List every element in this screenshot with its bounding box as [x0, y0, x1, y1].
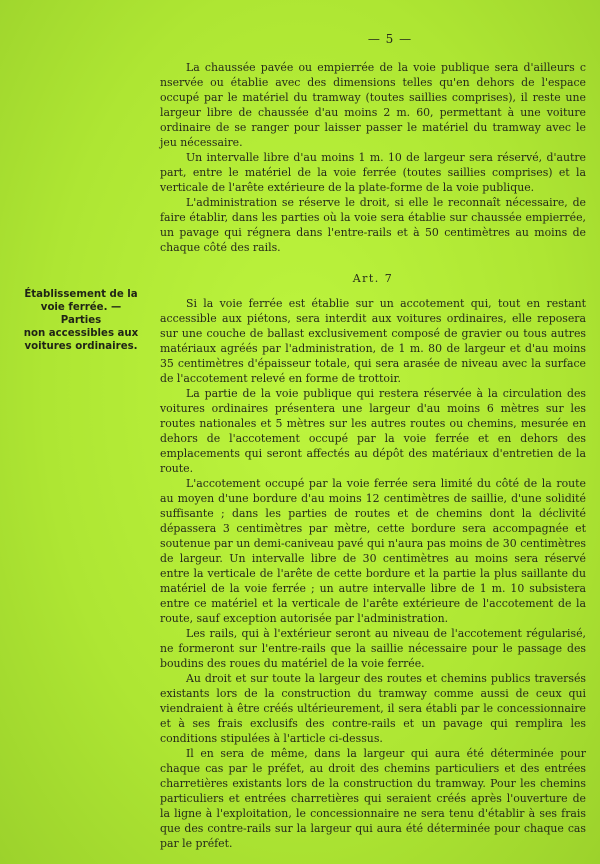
margin-note — [20, 288, 142, 353]
paragraph: Un intervalle libre d'au moins 1 m. 10 de largeur sera réservé, d'autre part, entre le matériel de la voie ferrée (toutes saillies comprises) et la verticale de l'arête extérieure de la plate-forme de la voie publique. — [160, 151, 586, 194]
paragraph: L'accotement occupé par la voie ferrée sera limité du côté de la route au moyen d'une bordure d'au moins 12 centimètres de saillie, d'une solidité suffisante ; dans les parties de routes et de chemins dont la déclivité dépassera 3 centimètres par mètre, cette bordure sera accompagnée et soutenue par un demi-caniveau pavé qui n'aura pas moins de 30 centimètres de largeur. Un intervalle libre de 30 centimètres au moins sera réservé entre la verticale de l'arête de cette bordure et la partie la plus saillante du matériel de la voie ferrée ; un autre intervalle libre de 1 m. 10 subsistera entre ce matériel et la verticale de l'arête extérieure de l'accotement de la route, sauf exception autorisée par l'administration. — [160, 477, 586, 625]
paragraph: Il en sera de même, dans la largeur qui aura été déterminée pour chaque cas par le préfet, au droit des chemins particuliers et des entrées charretières existants lors de la construction du tramway. Pour les chemins particuliers et entrées charretières qui seraient créés après l'ouverture de la ligne à l'exploitation, le concessionnaire ne sera tenu d'établir à ses frais que des contre-rails sur la largeur qui aura été déterminée pour chaque cas par le préfet. — [160, 747, 586, 850]
margin-note-line: non accessibles aux — [23, 328, 139, 339]
paragraph: L'administration se réserve le droit, si elle le reconnaît nécessaire, de faire établir, dans les parties où la voie sera établie sur chaussée empierrée, un pavage qui régnera dans l'entre-rails et à 50 centimètres au moins de chaque côté des rails. — [160, 196, 586, 254]
body-text — [160, 60, 586, 851]
paragraph: Les rails, qui à l'extérieur seront au niveau de l'accotement régularisé, ne formeront sur l'entre-rails que la saillie nécessaire pour le passage des boudins des roues du matériel de la voie ferrée. — [160, 627, 586, 670]
paragraph: Si la voie ferrée est établie sur un accotement qui, tout en restant accessible aux piétons, sera interdit aux voitures ordinaires, elle reposera sur une couche de ballast exclusivement composé de gravier ou tous autres matériaux agréés par l'administration, de 1 m. 80 de largeur et d'au moins 35 centimètres d'épaisseur totale, qui sera arasée de niveau avec la surface de l'accotement relevé en forme de trottoir. — [160, 297, 586, 385]
margin-note-line: voie ferrée. — Parties — [40, 302, 122, 326]
paragraph: La partie de la voie publique qui restera réservée à la circulation des voitures ordinaires présentera une largeur d'au moins 6 mètres sur les routes nationales et 5 mètres sur les autres routes ou chemins, mesurée en dehors de l'accotement occupé par la voie ferrée et en dehors des emplacements qui seront affectés au dépôt des matériaux d'entretien de la route. — [160, 387, 586, 475]
paragraph: Au droit et sur toute la largeur des routes et chemins publics traversés existants lors de la construction du tramway comme aussi de ceux qui viendraient à être créés ultérieurement, il sera établi par le concessionnaire et à ses frais exclusifs des contre-rails et un pavage qui remplira les conditions stipulées à l'article ci-dessus. — [160, 672, 586, 745]
margin-note-line: voitures ordinaires. — [24, 341, 138, 352]
page-number: — 5 — — [367, 32, 413, 46]
margin-note-line: Établissement de la — [24, 289, 138, 300]
paragraph: La chaussée pavée ou empierrée de la voie publique sera d'ailleurs c nservée ou établie avec des dimensions telles qu'en dehors de l'espace occupé par le matériel du tramway (toutes saillies comprises), il reste une largeur libre de chaussée d'au moins 2 m. 60, permettant à une voiture ordinaire de se ranger pour laisser passer le matériel du tramway avec le jeu nécessaire. — [160, 61, 586, 149]
article-heading: Art. 7 — [352, 272, 394, 285]
